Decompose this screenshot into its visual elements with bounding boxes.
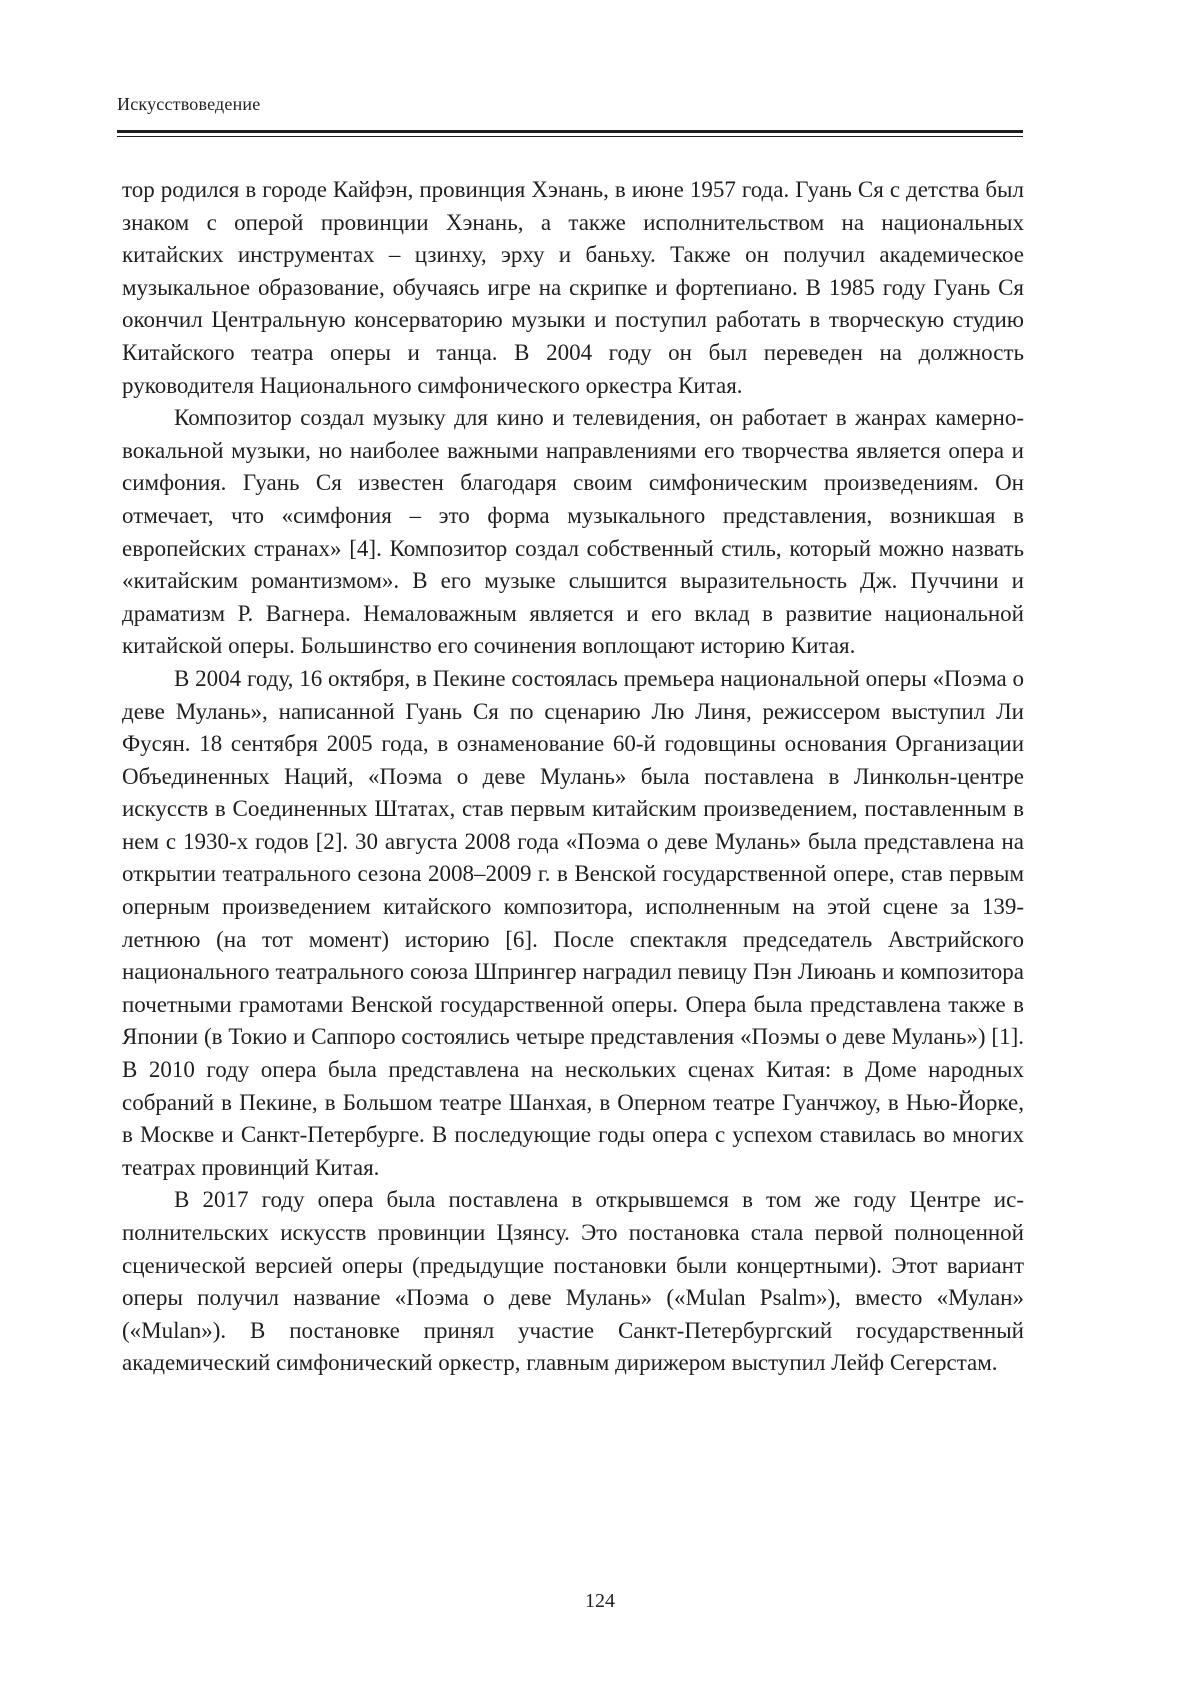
- running-header: Искусствоведение: [117, 94, 261, 114]
- header-rule-thick: [117, 130, 1023, 133]
- page-number: 124: [585, 1590, 615, 1612]
- header-rule-thin: [117, 136, 1023, 137]
- paragraph-2: Композитор создал музыку для кино и телевидения, он работает в жанрах камерно-вокальной музыки, но наиболее важными направлениями его творчества является опера и симфония. Гуань Ся известен благодаря своим симфоническим произведениям. Он отмечает, что «симфония – это форма музыкального представления, возникшая в европейских странах» [4]. Композитор создал собственный стиль, который можно назвать «китайским романтизмом». В его музыке слышится выразительность Дж. Пуччини и драматизм Р. Вагнера. Немаловажным является и его вклад в развитие национальной китайской оперы. Большинство его сочинения воплощают историю Китая.: [122, 405, 1024, 659]
- paragraph-3: В 2004 году, 16 октября, в Пекине состоялась премьера национальной оперы «Поэма о деве Мулань», написанной Гуань Ся по сценарию Лю Линя, режиссером выступил Ли Фусян. 18 сентября 2005 года, в ознаменование 60-й годовщины основания Организации Объединенных Наций, «Поэма о деве Мулань» была поставлена в Линкольн-центре искусств в Соединенных Штатах, став первым китайским произведением, поставленным в нем с 1930-х годов [2]. 30 августа 2008 года «Поэма о деве Мулань» была представлена на открытии театрального сезона 2008–2009 г. в Венской государственной опере, став первым оперным произведением китайского композитора, исполненным на этой сцене за 139-летнюю (на тот момент) историю [6]. После спектакля председатель Австрийского национального театрального союза Шпрингер наградил певицу Пэн Лиюань и композитора почетными грамотами Венской государственной оперы. Опера была представлена также в Японии (в Токио и Саппоро состоялись четыре представления «Поэмы о деве Мулань») [1]. В 2010 году опера была представлена на нескольких сценах Китая: в Доме народных собраний в Пекине, в Большом театре Шанхая, в Оперном театре Гуанчжоу, в Нью-Йорке, в Москве и Санкт-Петербурге. В последующие годы опера с успехом ставилась во многих театрах провинций Китая.: [122, 665, 1024, 1180]
- paragraph-4: В 2017 году опера была поставлена в открывшемся в том же году Центре исполнительских искусств провинции Цзянсу. Это постановка стала первой полноценной сценической версией оперы (предыдущие постановки были концертными). Этот вариант оперы получил название «Поэма о деве Мулань» («Mulan Psalm»), вместо «Мулан» («Mulan»). В постановке принял участие Санкт-Петербургский государственный академический симфонический оркестр, главным дирижером выступил Лейф Сегерстам.: [122, 1187, 1024, 1376]
- paragraph-1: тор родился в городе Кайфэн, провинция Хэнань, в июне 1957 года. Гуань Ся с детства был знаком с оперой провинции Хэнань, а также исполнительством на национальных китайских инструментах – цзинху, эрху и баньху. Также он получил академическое музыкальное образование, обучаясь игре на скрипке и фортепиано. В 1985 году Гуань Ся окончил Центральную консерваторию музыки и поступил работать в творческую студию Китайского театра оперы и танца. В 2004 году он был переведен на должность руководителя Национального симфонического оркестра Китая.: [122, 177, 1024, 398]
- article-body: [122, 174, 1024, 1380]
